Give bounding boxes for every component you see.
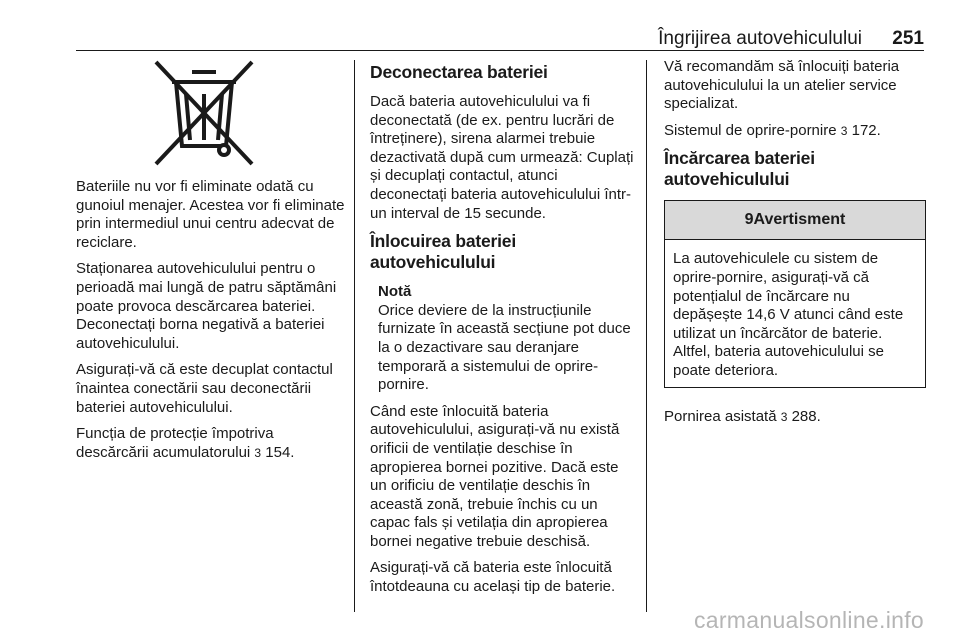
section-heading: Deconectarea bateriei	[370, 62, 548, 82]
xref-link[interactable]: 288.	[791, 407, 821, 425]
page-number: 251	[892, 28, 924, 49]
warning-box	[664, 200, 926, 387]
paragraph: Când este înlocuită bateria autovehiculului, asigurați-vă nu există orificii de ventilație deschise în apropierea bornei pozitive. Dacă este un orificiu de ventilație deschis în această zonă, trebuie închis cu un capac fals și vetilația din apropierea bornei negative trebuie deschisă.	[370, 402, 620, 550]
note-title: Notă	[378, 283, 412, 301]
section-heading: Înlocuirea bateriei autovehiculului	[370, 231, 516, 273]
xref-arrow-icon: 3	[780, 409, 788, 424]
note-block	[370, 283, 634, 395]
note-text: Orice deviere de la instrucțiunile furnizate în această secțiune pot duce la o dezactivare sau deranjare temporară a sistemului de oprire-pornire.	[378, 301, 631, 394]
column-2	[370, 58, 634, 605]
warning-title: Avertisment	[753, 211, 846, 229]
xref-arrow-icon: 3	[254, 445, 262, 460]
paragraph: Vă recomandăm să înlocuiți bateria autovehiculului la un atelier service specializat.	[664, 58, 900, 113]
paragraph: Dacă bateria autovehiculului va fi deconectată (de ex. pentru lucrări de întreținere), sirena alarmei trebuie dezactivată după cum urmează: Cuplați și decuplați contactul, atunci deconectați bateria autovehiculului într-un interval de 15 secunde.	[370, 93, 634, 222]
xref-link[interactable]: 154.	[265, 443, 295, 461]
section-heading: Încărcarea bateriei autovehiculului	[664, 148, 815, 190]
column-3	[664, 58, 926, 434]
crossed-out-wheelie-bin-icon	[76, 58, 348, 170]
paragraph: Asigurați-vă că este decuplat contactul înaintea conectării sau deconectării bateriei autovehiculului.	[76, 361, 333, 416]
paragraph-xref	[76, 425, 348, 462]
paragraph-xref	[664, 122, 926, 141]
column-divider	[646, 60, 647, 612]
paragraph: Staționarea autovehiculului pentru o perioadă mai lungă de patru săptămâni poate provoca descărcarea bateriei. Deconectați borna negativă a bateriei autovehiculului.	[76, 260, 337, 352]
page-header	[76, 26, 924, 51]
paragraph: Asigurați-vă că bateria este înlocuită întotdeauna cu același tip de baterie.	[370, 559, 616, 596]
paragraph: Bateriile nu vor fi eliminate odată cu gunoiul menajer. Acestea vor fi eliminate prin intermediul unui centru adecvat de reciclare.	[76, 178, 345, 251]
xref-arrow-icon: 3	[840, 123, 848, 138]
column-1	[76, 58, 348, 470]
xref-text: Sistemul de oprire-pornire	[664, 121, 837, 139]
watermark: carmanualsonline.info	[693, 607, 924, 633]
xref-link[interactable]: 172.	[851, 121, 881, 139]
paragraph-xref	[664, 408, 926, 427]
warning-header	[665, 201, 925, 240]
xref-text: Pornirea asistată	[664, 407, 777, 425]
xref-text: Funcția de protecție împotriva descărcării acumulatorului	[76, 425, 274, 461]
warning-text: La autovehiculele cu sistem de oprire-pornire, asigurați-vă că potențialul de încărcare nu depășește 14,6 V atunci când este utilizat un încărcător de baterie. Altfel, bateria autovehiculului se poate deteriora.	[673, 250, 904, 379]
page-title: Îngrijirea autovehiculului	[658, 28, 862, 49]
column-divider	[354, 60, 355, 612]
warning-triangle-icon: 9	[744, 211, 754, 229]
